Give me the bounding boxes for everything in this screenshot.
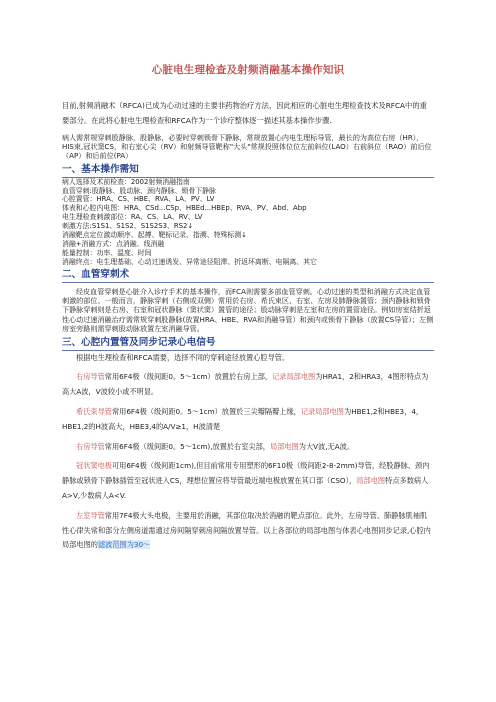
list-item: 能量控制：功率、温度、时间 — [62, 248, 152, 257]
section-heading-vascular: 二、血管穿刺术 — [62, 269, 434, 283]
section-heading-catheter: 三、心腔内置管及同步记录心电信号 — [62, 337, 434, 351]
basics-list — [62, 178, 434, 267]
heading-underline — [62, 350, 434, 351]
intro-paragraph: 目前,射频消融术（RFCA)已成为心动过速的主要非药物治疗方法，因此相应的心脏电生理检查技术及RFCA中的重要部分。在此将心脏电生理检查和RFCA作为一个诊疗整体逐一描述其基本操作步骤. — [62, 101, 427, 125]
catheter-intro: 根据电生理检查和RFCA需要，选择不同的穿刺途径放置心腔导管。 — [76, 352, 290, 362]
list-item: 消融终点：电生理基础、心动过速诱发、异常途径阻滞、折返环离断、电隔离、其它 — [62, 257, 317, 266]
list-item: 血管穿刺:股静脉、股动脉、颈内静脉、锁骨下静脉 — [62, 186, 216, 195]
catheter-paragraph: 左室导管常用7F4极大头电极，主要用於消融，其部位取决於消融的靶点部位。此外，左房导管、肺静脉肌袖肌性心律失常和部分左侧房道需通过房间隔穿刺房间隔放置导管。以上各部位的局部电图与体表心电图同步记录,心腔内局部电图的滤波范围为30～ — [62, 510, 431, 550]
catheter-paragraph: 冠状窦电极可用6F4极（级间距1cm),但目前常用专用塑形的6F10极（级间距2-8-2mm)导管，经股静脉、颈内静脉或锁骨下静脉插管至冠状进入CS，理想位置应将导管最近端电极放置在其口部（CSO），局部电图特点多数病人A>V,少数病人A<V. — [62, 461, 430, 501]
heading-underline — [62, 282, 434, 283]
list-item: 心腔置管：HRA、CS、HBE、RVA、LA、PV、LV — [62, 195, 215, 204]
list-item: 消融+消融方式：点消融、线消融 — [62, 239, 165, 248]
list-item: 消融靶点定位激动顺序、起搏、靶标记录、指溯、特殊标测↓ — [62, 231, 247, 240]
catheter-paragraph: 希氏束导管常用6F4极（级间距0。5～1cm）放置於三尖瓣隔瓣上缘，记录局部电图为HBE1,2和HBE3，4，HBE1,2的H波高大，HBE3,4的A/V≥1，H波清楚 — [62, 407, 424, 431]
heading-underline — [62, 177, 434, 178]
list-item: 病人选择及术前检查：2002射频消融指南 — [62, 177, 190, 186]
intro-paragraph-2: 病人需常规穿刺股静脉，股静脉，必要时穿刺锁骨下静脉，常规放置心内电生理标导管，最长的为高位右房（HR），HIS束,冠状窦CS，和右室心尖（RV）和射频导管靶称"大头"常规投照体位位左前斜位(LAO）右前斜位（RAO）前后位（AP）和后前位(PA） — [62, 132, 432, 160]
list-item: 体表和心腔内电图：HRA、CSd...CSp、HBEd...HBEp、RVA、PV、Abd、Abp — [62, 204, 307, 213]
document-title: 心脏电生理检查及射频消融基本操作知识 — [151, 64, 345, 76]
list-item: 电生理检查刺激部位：RA、CS、LA、RV、LV — [62, 213, 203, 222]
catheter-paragraph: 右房导管常用6F4极（级间距0。5～1cm）放置於右房上部，记录局部电图为HRA1，2和HRA3，4图形特点为高大A波，V波较小或不明显。 — [62, 372, 429, 397]
vascular-paragraph: 经皮血管穿刺是心脏介入诊疗手术的基本操作，而FCA则需要多部血管穿刺。心动过速的类型和消融方式决定血管刺激的部位、一般而言，静脉穿刺（右侧或双侧）常用於右房、希氏束区、右室、左房及肺静脉置管；颈内静脉和锁骨下静脉穿刺则是右房、右室和冠状静脉（窦状窦）置管的途径；股动脉穿刺是左室和左房的置管途径。例如房室结折返性心动过速消融治疗需常规穿刺股静脉(放置HRA、HBE、RVA和消融导管）和颈内或锁骨下静脉（放置CS导管）；左侧房室旁路则需穿刺股动脉放置左室消融导管。 — [62, 286, 434, 334]
section-heading-basics: 一、基本操作需知 — [62, 164, 434, 178]
list-item: 刺激方法:S1S1、S1S2、S1S2S3、RS2↓ — [62, 222, 194, 231]
catheter-section — [62, 351, 434, 554]
catheter-paragraph: 右房导管常用6F4极（级间距0。5～1cm),放置於右室尖部，局部电图为大V波,无A波。 — [76, 441, 355, 451]
